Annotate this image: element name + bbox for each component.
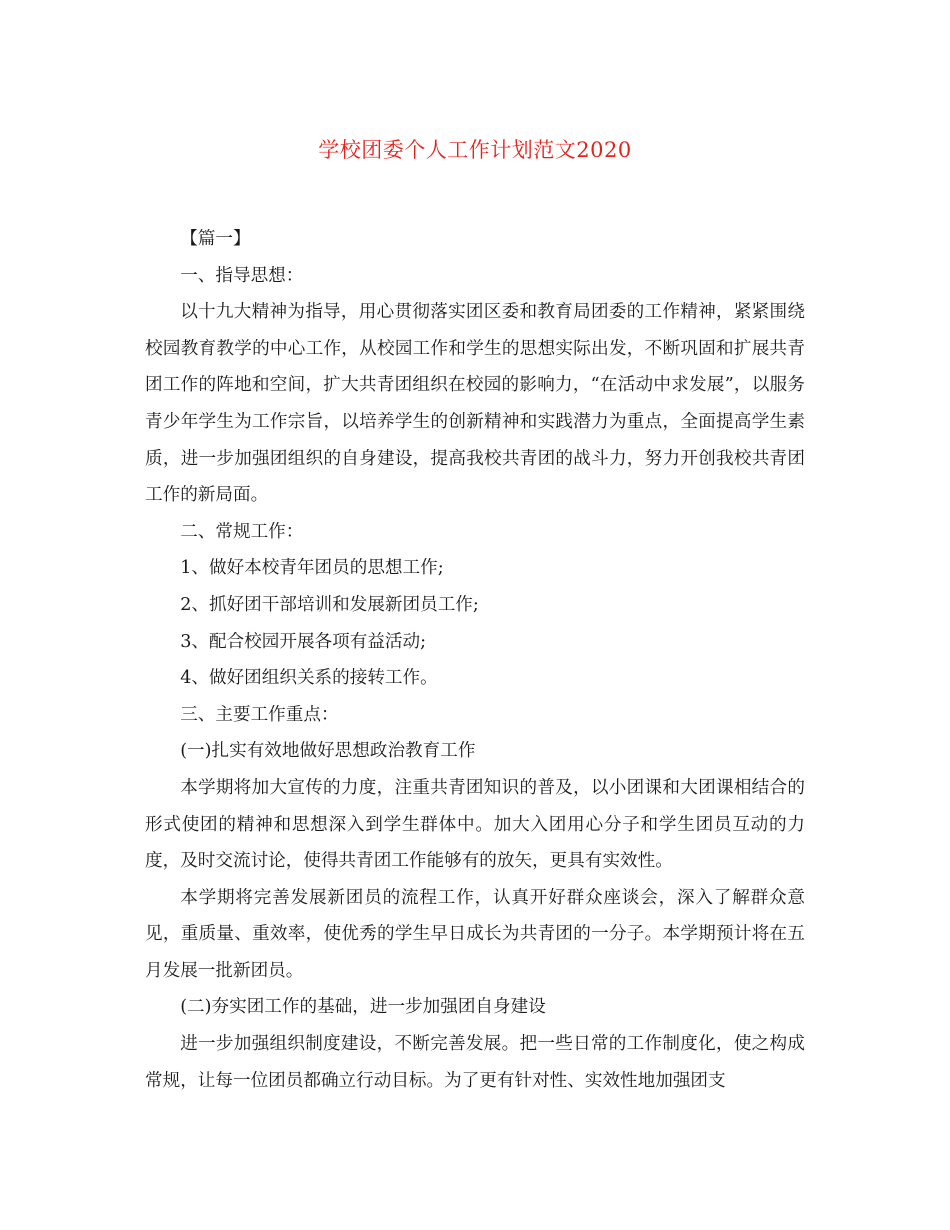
list-item-routine-1: 1、做好本校青年团员的思想工作;: [180, 558, 444, 579]
subsection-heading-1: (一)扎实有效地做好思想政治教育工作: [180, 741, 476, 762]
list-item-routine-2: 2、抓好团干部培训和发展新团员工作;: [180, 594, 479, 615]
paragraph-organization: 进一步加强组织制度建设，不断完善发展。把一些日常的工作制度化，使之构成常规，让每一位团员都确立行动目标。为了更有针对性、实效性地加强团支: [145, 1034, 805, 1091]
section-heading-routine-work: 二、常规工作：: [180, 521, 304, 542]
paragraph-guiding-thought: 以十九大精神为指导，用心贯彻落实团区委和教育局团委的工作精神，紧紧围绕校园教育教学的中心工作，从校园工作和学生的思想实际出发，不断巩固和扩展共青团工作的阵地和空间，扩大共青团组织在校园的影响力，“在活动中求发展”，以服务青少年学生为工作宗旨，以培养学生的创新精神和实践潜力为重点，全面提高学生素质，进一步加强团组织的自身建设，提高我校共青团的战斗力，努力开创我校共青团工作的新局面。: [145, 302, 805, 506]
document-title: 学校团委个人工作计划范文2020: [318, 138, 632, 162]
document-body: [145, 221, 805, 1099]
section-heading-key-work: 三、主要工作重点：: [180, 704, 339, 725]
paragraph-new-members: 本学期将完善发展新团员的流程工作，认真开好群众座谈会，深入了解群众意见，重质量、重效率，使优秀的学生早日成长为共青团的一分子。本学期预计将在五月发展一批新团员。: [145, 887, 805, 981]
list-item-routine-3: 3、配合校园开展各项有益活动;: [180, 631, 427, 652]
section-heading-guiding-thought: 一、指导思想：: [180, 265, 304, 286]
paragraph-publicity: 本学期将加大宣传的力度，注重共青团知识的普及，以小团课和大团课相结合的形式使团的精神和思想深入到学生群体中。加大入团用心分子和学生团员互动的力度，及时交流讨论，使得共青团工作能够有的放矢，更具有实效性。: [145, 777, 805, 872]
subsection-heading-2: (二)夯实团工作的基础，进一步加强团自身建设: [180, 997, 546, 1018]
list-item-routine-4: 4、做好团组织关系的接转工作。: [180, 668, 438, 689]
section-marker: 【篇一】: [180, 229, 251, 249]
